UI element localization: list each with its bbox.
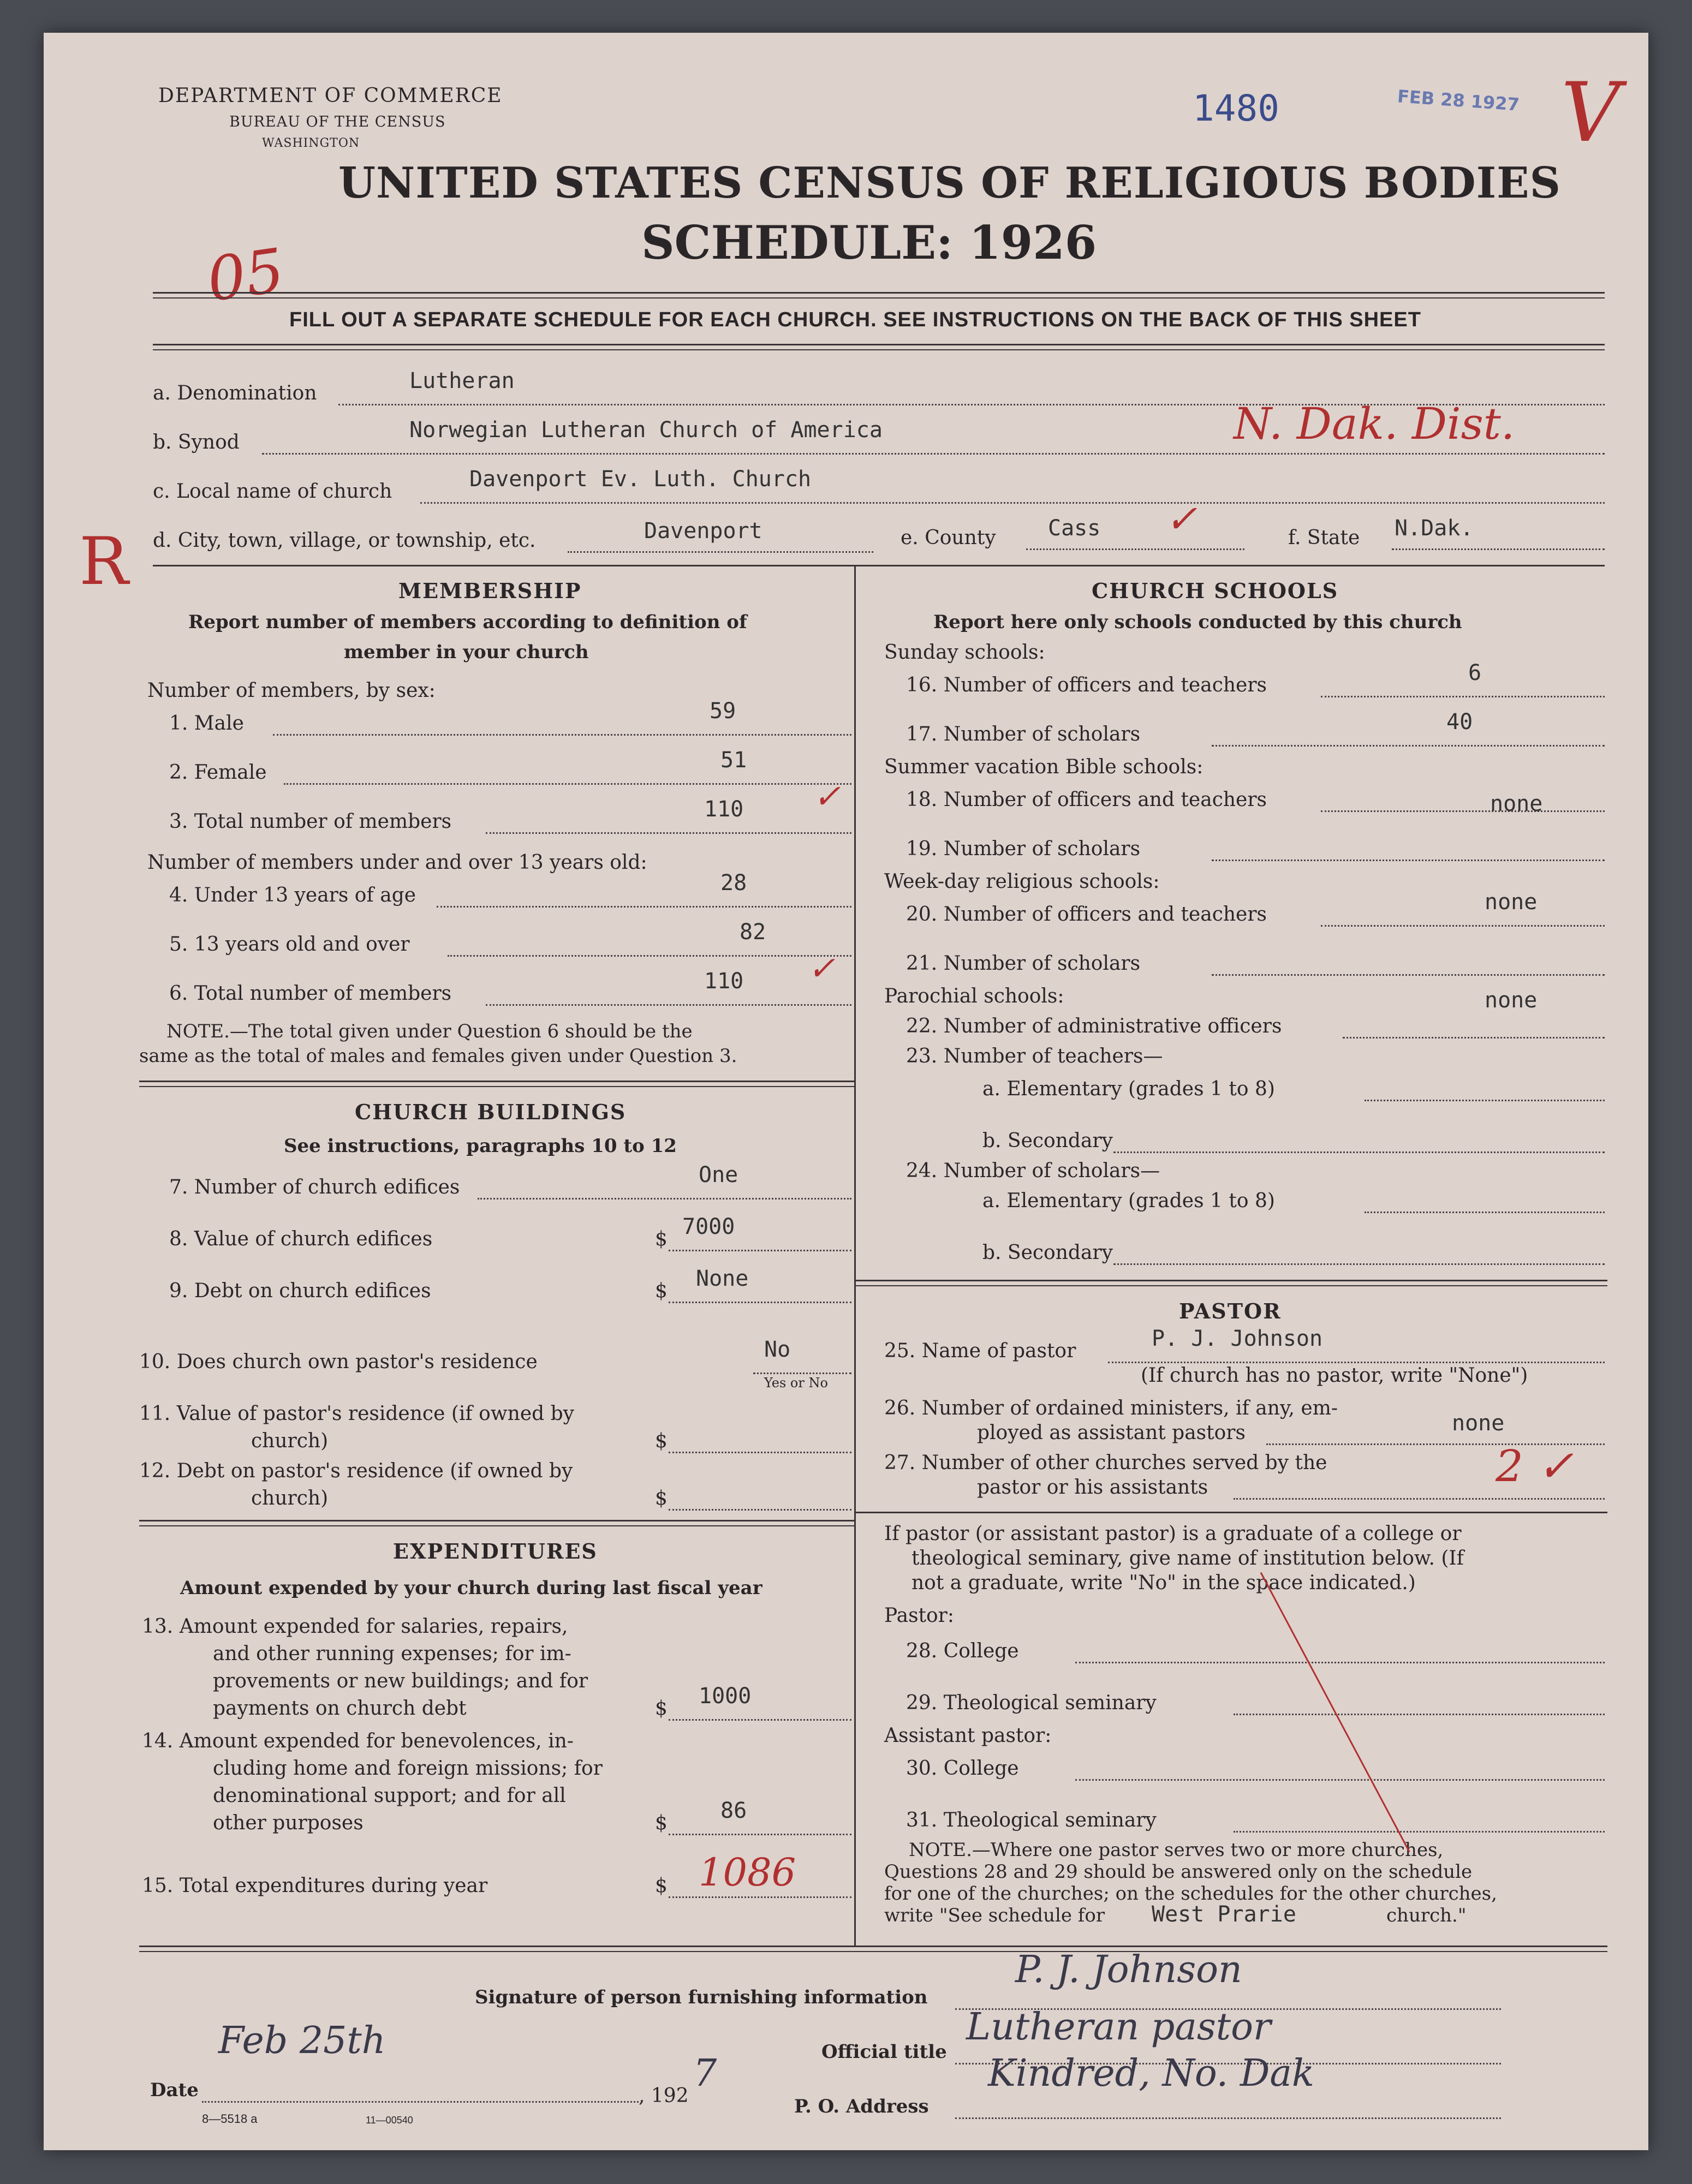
city-value: Davenport xyxy=(644,518,762,544)
membership-note-2: same as the total of males and females given under Question 3. xyxy=(139,1045,737,1067)
signature-value: P. J. Johnson xyxy=(1015,1948,1242,1991)
q26-label-1: 26. Number of ordained ministers, if any, em- xyxy=(884,1397,1338,1419)
form-title: UNITED STATES CENSUS OF RELIGIOUS BODIES xyxy=(338,158,1561,208)
county-value: Cass xyxy=(1048,516,1101,541)
department-heading: DEPARTMENT OF COMMERCE xyxy=(158,85,503,107)
graduate-instruction-1: If pastor (or assistant pastor) is a graduate of a college or xyxy=(884,1523,1462,1545)
pastor-note-3: for one of the churches; on the schedules for the other churches, xyxy=(884,1883,1497,1905)
local-name-label: c. Local name of church xyxy=(153,480,392,503)
pastor-subheading: Pastor: xyxy=(884,1604,955,1627)
q4-value: 28 xyxy=(720,870,747,896)
age-group-label: Number of members under and over 13 years old: xyxy=(147,851,647,874)
red-check-mark: V xyxy=(1561,65,1620,160)
q13-label-3: provements or new buildings; and for xyxy=(213,1670,588,1692)
membership-note-1: NOTE.—The total given under Question 6 should be the xyxy=(166,1021,693,1042)
date-label: Date xyxy=(150,2079,199,2101)
q3-value: 110 xyxy=(704,797,744,822)
q25-label: 25. Name of pastor xyxy=(884,1340,1076,1362)
q17-value: 40 xyxy=(1446,709,1473,735)
q3-check: ✓ xyxy=(813,778,841,816)
q28-label: 28. College xyxy=(906,1640,1019,1662)
q18-value: none xyxy=(1490,791,1543,816)
q12-label-2: church) xyxy=(251,1487,329,1509)
see-schedule-church: West Prarie xyxy=(1152,1902,1296,1927)
expenditures-instruction: Amount expended by your church during last fiscal year xyxy=(180,1577,762,1599)
q7-label: 7. Number of church edifices xyxy=(169,1176,460,1198)
census-schedule-sheet xyxy=(44,33,1648,2150)
po-address-label: P. O. Address xyxy=(794,2096,929,2117)
q14-label-1: 14. Amount expended for benevolences, in- xyxy=(142,1730,574,1752)
schedule-year: SCHEDULE: 1926 xyxy=(641,216,1097,270)
q12-label-1: 12. Debt on pastor's residence (if owned by xyxy=(139,1460,573,1482)
q13-label-1: 13. Amount expended for salaries, repairs, xyxy=(142,1615,568,1638)
q14-dollar: $ xyxy=(655,1812,668,1834)
q16-value: 6 xyxy=(1468,660,1482,685)
church-schools-heading: CHURCH SCHOOLS xyxy=(1092,578,1339,603)
denomination-label: a. Denomination xyxy=(153,382,317,404)
q10-value: No xyxy=(764,1337,791,1362)
q19-label: 19. Number of scholars xyxy=(906,838,1141,860)
year-prefix: , 192 xyxy=(639,2085,689,2107)
q14-label-2: cluding home and foreign missions; for xyxy=(213,1757,603,1780)
membership-instruction-1: Report number of members according to definition of xyxy=(188,611,747,633)
local-name-value: Davenport Ev. Luth. Church xyxy=(469,467,812,492)
church-buildings-heading: CHURCH BUILDINGS xyxy=(355,1100,627,1124)
q6-check: ✓ xyxy=(808,950,836,988)
q8-value: 7000 xyxy=(682,1214,735,1239)
assistant-pastor-subheading: Assistant pastor: xyxy=(884,1724,1052,1747)
county-check: ✓ xyxy=(1165,497,1197,541)
washington-heading: WASHINGTON xyxy=(262,136,360,150)
q30-label: 30. College xyxy=(906,1757,1019,1780)
q6-label: 6. Total number of members xyxy=(169,982,452,1005)
q6-value: 110 xyxy=(704,969,744,994)
q27-label-2: pastor or his assistants xyxy=(977,1476,1208,1499)
official-title-value: Lutheran pastor xyxy=(966,2006,1271,2049)
city-label: d. City, town, village, or township, etc. xyxy=(153,529,536,552)
q24a-label: a. Elementary (grades 1 to 8) xyxy=(982,1190,1275,1212)
q2-label: 2. Female xyxy=(169,761,267,784)
q12-dollar: $ xyxy=(655,1487,668,1509)
pastor-note-4a: write "See schedule for xyxy=(884,1905,1105,1926)
q23a-label: a. Elementary (grades 1 to 8) xyxy=(982,1078,1275,1100)
q3-label: 3. Total number of members xyxy=(169,810,452,833)
fill-out-instruction: FILL OUT A SEPARATE SCHEDULE FOR EACH CHURCH. SEE INSTRUCTIONS ON THE BACK OF THIS SHEET xyxy=(289,308,1421,331)
q24b-label: b. Secondary xyxy=(982,1242,1113,1264)
q17-label: 17. Number of scholars xyxy=(906,723,1141,745)
bureau-heading: BUREAU OF THE CENSUS xyxy=(229,114,446,130)
members-by-sex-label: Number of members, by sex: xyxy=(147,679,436,702)
q20-value: none xyxy=(1485,890,1538,915)
pastor-note-4b: church." xyxy=(1386,1905,1467,1926)
q14-value: 86 xyxy=(720,1798,747,1823)
red-code-mark: 05 xyxy=(202,235,289,315)
pastor-note-2: Questions 28 and 29 should be answered only on the schedule xyxy=(884,1861,1473,1883)
graduate-instruction-2: theological seminary, give name of institution below. (If xyxy=(911,1547,1464,1570)
stamp-number: 1480 xyxy=(1193,87,1279,129)
q9-label: 9. Debt on church edifices xyxy=(169,1280,431,1302)
q5-value: 82 xyxy=(740,920,766,945)
membership-heading: MEMBERSHIP xyxy=(398,578,582,603)
q1-label: 1. Male xyxy=(169,712,244,735)
sunday-schools-label: Sunday schools: xyxy=(884,641,1045,664)
q22-label: 22. Number of administrative officers xyxy=(906,1015,1282,1037)
q26-value: none xyxy=(1452,1411,1505,1436)
buildings-instruction: See instructions, paragraphs 10 to 12 xyxy=(284,1135,677,1157)
q11-dollar: $ xyxy=(655,1430,668,1452)
form-number: 8—5518 a xyxy=(202,2112,258,2126)
county-label: e. County xyxy=(901,527,996,549)
q2-value: 51 xyxy=(720,748,747,773)
yes-or-no-caption: Yes or No xyxy=(764,1375,828,1391)
q5-label: 5. 13 years old and over xyxy=(169,933,410,956)
pastor-note-1: NOTE.—Where one pastor serves two or more churches, xyxy=(909,1839,1444,1861)
q29-label: 29. Theological seminary xyxy=(906,1692,1157,1714)
print-code: 11—00540 xyxy=(366,2115,413,2126)
q13-label-2: and other running expenses; for im- xyxy=(213,1643,571,1665)
pastor-heading: PASTOR xyxy=(1179,1299,1282,1323)
q18-label: 18. Number of officers and teachers xyxy=(906,789,1267,811)
q4-label: 4. Under 13 years of age xyxy=(169,884,416,906)
expenditures-heading: EXPENDITURES xyxy=(393,1539,598,1564)
summer-schools-label: Summer vacation Bible schools: xyxy=(884,756,1204,778)
synod-label: b. Synod xyxy=(153,431,240,453)
q16-label: 16. Number of officers and teachers xyxy=(906,674,1267,696)
membership-instruction-2: member in your church xyxy=(344,641,589,663)
q25-hint: (If church has no pastor, write "None") xyxy=(1141,1364,1528,1387)
q10-label: 10. Does church own pastor's residence xyxy=(139,1351,538,1373)
q21-label: 21. Number of scholars xyxy=(906,952,1141,975)
q11-label-2: church) xyxy=(251,1430,329,1452)
q14-label-4: other purposes xyxy=(213,1812,364,1834)
red-r-mark: R xyxy=(79,524,129,600)
q13-dollar: $ xyxy=(655,1697,668,1720)
received-date-stamp: FEB 28 1927 xyxy=(1396,86,1521,115)
synod-value: Norwegian Lutheran Church of America xyxy=(409,417,883,443)
q14-label-3: denominational support; and for all xyxy=(213,1785,566,1807)
q26-label-2: ployed as assistant pastors xyxy=(977,1422,1246,1444)
synod-district-note: N. Dak. Dist. xyxy=(1234,398,1515,449)
signature-label: Signature of person furnishing information xyxy=(475,1986,928,2008)
q27-value: 2 ✓ xyxy=(1496,1441,1574,1491)
q1-value: 59 xyxy=(710,699,736,724)
q15-dollar: $ xyxy=(655,1875,668,1897)
state-value: N.Dak. xyxy=(1395,516,1474,541)
q20-label: 20. Number of officers and teachers xyxy=(906,903,1267,926)
date-value: Feb 25th xyxy=(218,2019,386,2062)
q13-label-4: payments on church debt xyxy=(213,1697,467,1720)
q15-label: 15. Total expenditures during year xyxy=(142,1875,488,1897)
parochial-schools-label: Parochial schools: xyxy=(884,985,1064,1007)
q9-value: None xyxy=(696,1266,749,1291)
q25-value: P. J. Johnson xyxy=(1152,1326,1323,1351)
q27-label-1: 27. Number of other churches served by the xyxy=(884,1452,1327,1474)
q23-label: 23. Number of teachers— xyxy=(906,1045,1163,1067)
denomination-value: Lutheran xyxy=(409,368,515,393)
q9-dollar: $ xyxy=(655,1280,668,1302)
weekday-schools-label: Week-day religious schools: xyxy=(884,870,1160,893)
graduate-instruction-3: not a graduate, write "No" in the space indicated.) xyxy=(911,1572,1416,1594)
q24-label: 24. Number of scholars— xyxy=(906,1160,1160,1182)
q13-value: 1000 xyxy=(699,1684,752,1709)
q15-value: 1086 xyxy=(699,1850,796,1895)
official-title-label: Official title xyxy=(821,2041,947,2063)
q8-dollar: $ xyxy=(655,1228,668,1250)
parochial-value: none xyxy=(1485,988,1538,1013)
po-address-value: Kindred, No. Dak xyxy=(988,2052,1315,2095)
schools-instruction: Report here only schools conducted by this church xyxy=(933,611,1462,633)
state-label: f. State xyxy=(1288,527,1360,549)
q8-label: 8. Value of church edifices xyxy=(169,1228,433,1250)
year-suffix: 7 xyxy=(693,2052,717,2095)
q23b-label: b. Secondary xyxy=(982,1130,1113,1152)
q11-label-1: 11. Value of pastor's residence (if owned by xyxy=(139,1403,575,1425)
q31-label: 31. Theological seminary xyxy=(906,1809,1157,1831)
q7-value: One xyxy=(699,1162,738,1188)
